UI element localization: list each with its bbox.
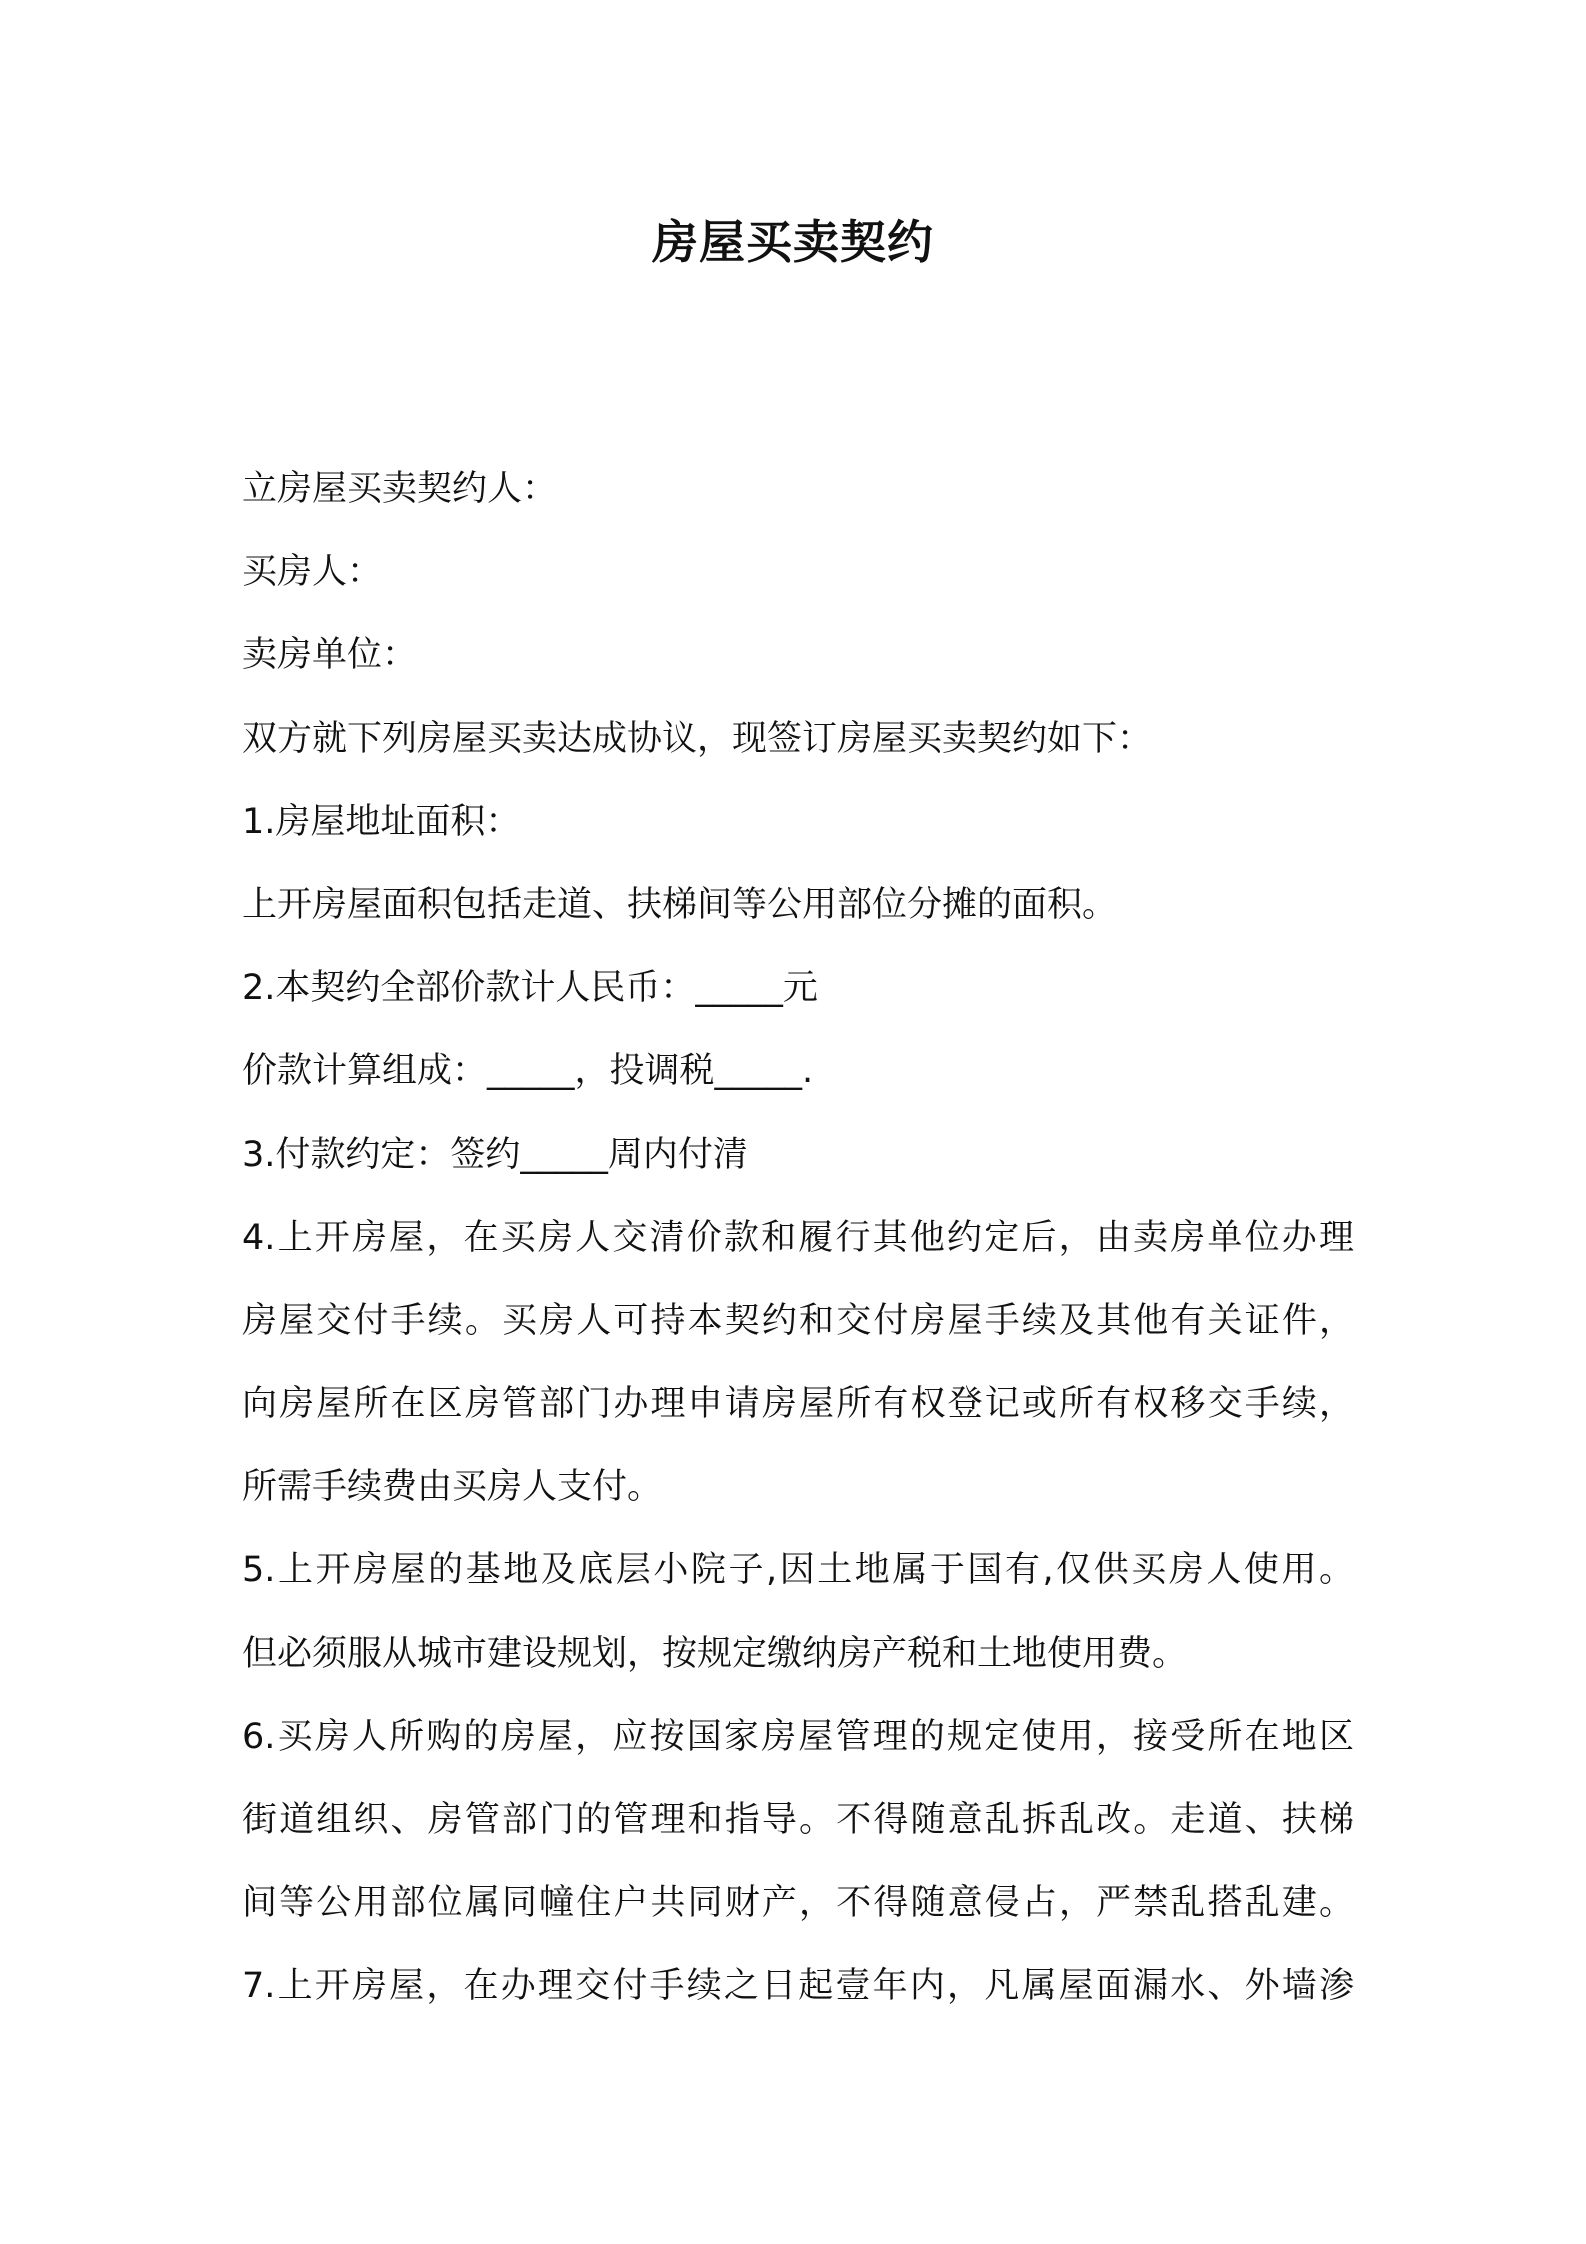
seller-line: 卖房单位： (242, 635, 418, 676)
clause-4-line-1: 4.上开房屋，在买房人交清价款和履行其他约定后，由卖房单位办理 (242, 1217, 1354, 1258)
clause-1-line: 1.房屋地址面积： (242, 801, 521, 842)
party-heading-line: 立房屋买卖契约人： (242, 469, 558, 509)
clause-5-line-2: 但必须服从城市建设规划，按规定缴纳房产税和土地使用费。 (242, 1633, 1188, 1674)
clause-2-line: 2.本契约全部价款计人民币：_____元 (242, 968, 818, 1009)
clause-1-detail-line: 上开房屋面积包括走道、扶梯间等公用部位分摊的面积。 (242, 884, 1118, 925)
clause-4-line-2: 房屋交付手续。买房人可持本契约和交付房屋手续及其他有关证件， (242, 1300, 1354, 1341)
clause-3-line: 3.付款约定：签约_____周内付清 (242, 1134, 748, 1175)
clause-6-line-2: 街道组织、房管部门的管理和指导。不得随意乱拆乱改。走道、扶梯 (242, 1800, 1354, 1840)
clause-4-line-4: 所需手续费由买房人支付。 (242, 1467, 663, 1508)
document-body (242, 448, 1354, 2029)
clause-6-line-3: 间等公用部位属同幢住户共同财产，不得随意侵占，严禁乱搭乱建。 (242, 1883, 1354, 1924)
document-title: 房屋买卖契约 (652, 215, 934, 269)
clause-5-line-1: 5.上开房屋的基地及底层小院子,因土地属于国有,仅供买房人使用。 (242, 1550, 1354, 1591)
clause-7-line-1: 7.上开房屋，在办理交付手续之日起壹年内，凡属屋面漏水、外墙渗 (242, 1966, 1354, 2007)
clause-4-line-3: 向房屋所在区房管部门办理申请房屋所有权登记或所有权移交手续， (242, 1384, 1354, 1425)
clause-2-detail-line: 价款计算组成：_____，投调税_____. (242, 1051, 814, 1092)
agreement-intro-line: 双方就下列房屋买卖达成协议，现签订房屋买卖契约如下： (242, 718, 1153, 759)
clause-6-line-1: 6.买房人所购的房屋，应按国家房屋管理的规定使用，接受所在地区 (242, 1716, 1354, 1757)
buyer-line: 买房人： (242, 552, 383, 593)
